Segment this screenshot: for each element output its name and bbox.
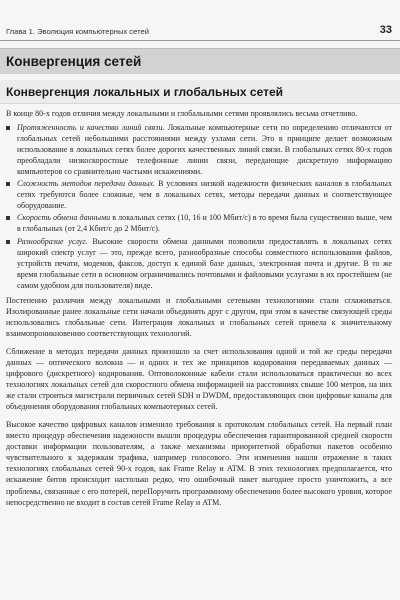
list-item-text: в локальных сетях (10, 16 и 100 Мбит/с) в то время была существенно выше, чем в глобальных (от 2,4 Кбит/с до 2 Мбит/с). bbox=[17, 213, 392, 234]
list-item-title: Разнообразие услуг. bbox=[17, 236, 88, 246]
list-item-title: Скорость обмена данными bbox=[17, 213, 111, 223]
paragraph: Постепенно различия между локальными и глобальными сетевыми технологиями стали сглаживаться. Изолированные ранее локальные сети начали объединять друг с другом, при этом в качестве связующей среды использовались глобальные сети. Интеграция локальных и глобальных сетей привела к значительному взаимопроникновению соответствующих технологий. bbox=[6, 295, 392, 338]
differences-list bbox=[6, 122, 392, 291]
subsection-heading-band bbox=[0, 80, 400, 104]
list-item bbox=[6, 178, 392, 211]
paragraph: Сближение в методах передачи данных произошло за счет использования одной и той же среды передачи данных — оптического волокна — и одних и тех же принципов кодирования передаваемых данных — цифрового (дискретного) кодирования. Оптоволоконные кабели стали использоваться практически во всех технологиях локальных сетей для скоростного обмена информацией на расстояниях свыше 100 метров, на них же стали строиться магистрали первичных сетей SDH и DWDM, предоставляющих свои цифровые каналы для объединения оборудования глобальных компьютерных сетей. bbox=[6, 346, 392, 412]
list-item bbox=[6, 236, 392, 291]
page-number: 33 bbox=[379, 24, 392, 36]
list-item-text: Высокие скорости обмена данными позволили предоставлять в локальных сетях широкий спектр услуг — это, прежде всего, разнообразные способы совместного использования файлов, устройств печати, модемов, факсов, доступ к единой базе данных, электронная почта и другие. В то же время глобальные сети в основном ограничивались почтовыми и файловыми услугами в их простейшем (не самом удобном для пользователя) виде. bbox=[17, 236, 392, 290]
page-content bbox=[0, 48, 400, 508]
paragraph: Высокое качество цифровых каналов изменило требования к протоколам глобальных сетей. На первый план вместо процедур обеспечения надежности вышли процедуры обеспечения гарантированной средней скорости доставки информации пользователям, а также механизмы приоритетной обработки пакетов особенно чувствительного к задержкам трафика, например голосового. Эти изменения нашли отражение в таких технологиях глобальных сетей 90-х годов, как Frame Relay и ATM. В этих технологиях предполагается, что искажение битов происходит настолько редко, что ошибочный пакет выгоднее просто уничтожить, а все проблемы, связанные с его потерей, переПоручить программному обеспечению более высокого уровня, которое непосредственно не входит в состав сетей Frame Relay и ATM. bbox=[6, 420, 392, 507]
bullet-square-icon bbox=[6, 240, 10, 244]
list-item bbox=[6, 212, 392, 234]
list-item bbox=[6, 122, 392, 177]
list-item-text: В условиях низкой надежности физических каналов в глобальных сетях требуются более сложные, чем в локальных сетях, методы передачи данных и соответствующее оборудование. bbox=[17, 179, 392, 211]
body-text bbox=[0, 108, 400, 508]
bullet-square-icon bbox=[6, 216, 10, 220]
subsection-title: Конвергенция локальных и глобальных сетей bbox=[6, 84, 284, 99]
page-header bbox=[0, 26, 400, 42]
list-item-title: Протяженность и качество линий связи. bbox=[17, 123, 165, 133]
list-item-title: Сложность методов передачи данных. bbox=[17, 179, 156, 189]
section-heading-band bbox=[0, 48, 400, 74]
lead-paragraph: В конце 80-х годов отличия между локальными и глобальными сетями проявлялись весьма отчетливо. bbox=[6, 109, 358, 118]
section-title: Конвергенция сетей bbox=[6, 54, 142, 69]
list-item-text: Локальные компьютерные сети по определению отличаются от глобальных сетей небольшими расстояниями между узлами сети. Это в принципе делает возможным использование в локальных сетях более дорогих качественных линий связи. В глобальных сетях 80-х годов преобладали низкоскоростные телефонные линии связи, передающие дискретную информацию компьютеров со сравнительно частыми искажениями. bbox=[17, 123, 392, 177]
header-rule bbox=[0, 40, 400, 41]
bullet-square-icon bbox=[6, 182, 10, 186]
running-head: Глава 1. Эволюция компьютерных сетей bbox=[6, 27, 149, 36]
bullet-square-icon bbox=[6, 126, 10, 130]
